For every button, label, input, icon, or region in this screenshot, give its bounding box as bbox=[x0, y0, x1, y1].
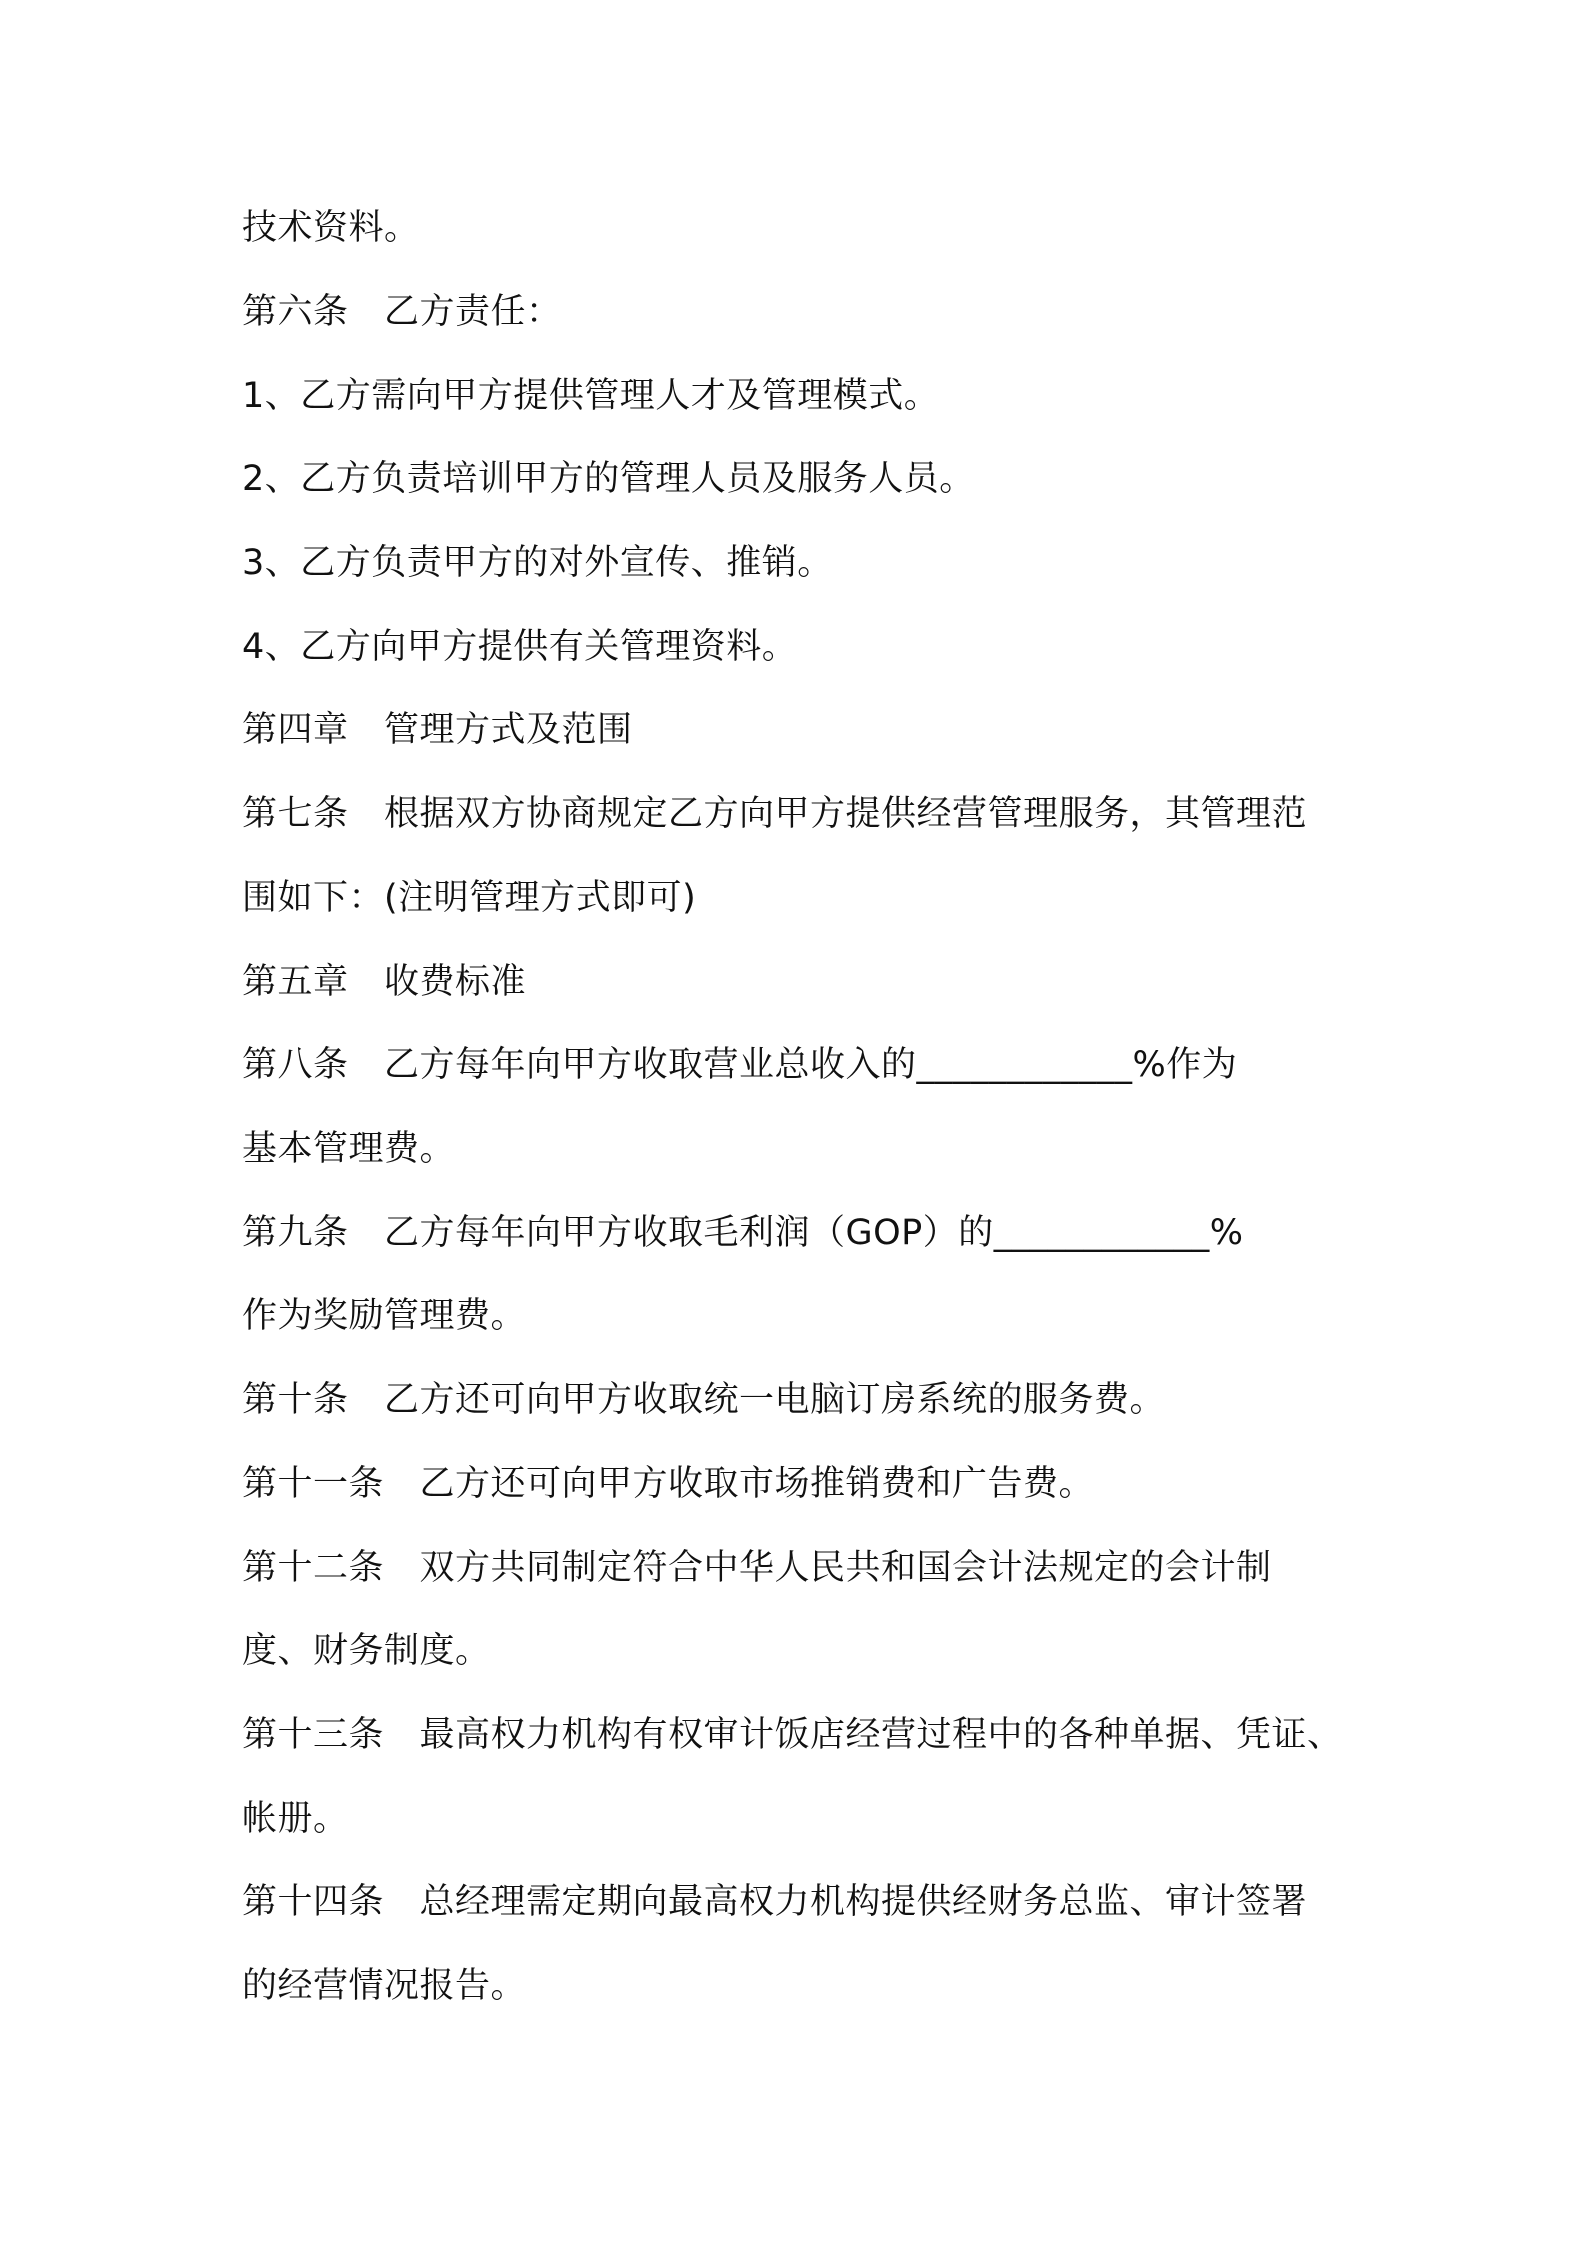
text-line: 技术资料。 bbox=[242, 208, 420, 248]
article-7: 第七条 根据双方协商规定乙方向甲方提供经营管理服务，其管理范 bbox=[242, 794, 1308, 834]
article-11: 第十一条 乙方还可向甲方收取市场推销费和广告费。 bbox=[242, 1464, 1095, 1504]
article-10: 第十条 乙方还可向甲方收取统一电脑订房系统的服务费。 bbox=[242, 1380, 1166, 1420]
chapter-4-heading: 第四章 管理方式及范围 bbox=[242, 710, 633, 750]
article-8: 第八条 乙方每年向甲方收取营业总收入的____________%作为 bbox=[242, 1045, 1238, 1085]
text-line: 基本管理费。 bbox=[242, 1129, 456, 1169]
list-item: 4、乙方向甲方提供有关管理资料。 bbox=[242, 627, 798, 667]
article-9: 第九条 乙方每年向甲方收取毛利润（GOP）的____________% bbox=[242, 1213, 1244, 1253]
article-6-heading: 第六条 乙方责任： bbox=[242, 292, 562, 332]
list-item: 3、乙方负责甲方的对外宣传、推销。 bbox=[242, 543, 833, 583]
article-12: 第十二条 双方共同制定符合中华人民共和国会计法规定的会计制 bbox=[242, 1548, 1272, 1588]
article-14: 第十四条 总经理需定期向最高权力机构提供经财务总监、审计签署 bbox=[242, 1882, 1308, 1922]
list-item: 1、乙方需向甲方提供管理人才及管理模式。 bbox=[242, 376, 940, 416]
text-line: 的经营情况报告。 bbox=[242, 1966, 527, 2006]
text-line: 度、财务制度。 bbox=[242, 1631, 491, 1671]
list-item: 2、乙方负责培训甲方的管理人员及服务人员。 bbox=[242, 459, 975, 499]
chapter-5-heading: 第五章 收费标准 bbox=[242, 962, 527, 1002]
text-line: 帐册。 bbox=[242, 1799, 349, 1839]
text-line: 作为奖励管理费。 bbox=[242, 1296, 527, 1336]
article-13: 第十三条 最高权力机构有权审计饭店经营过程中的各种单据、凭证、 bbox=[242, 1715, 1343, 1755]
text-line: 围如下：(注明管理方式即可) bbox=[242, 878, 697, 918]
